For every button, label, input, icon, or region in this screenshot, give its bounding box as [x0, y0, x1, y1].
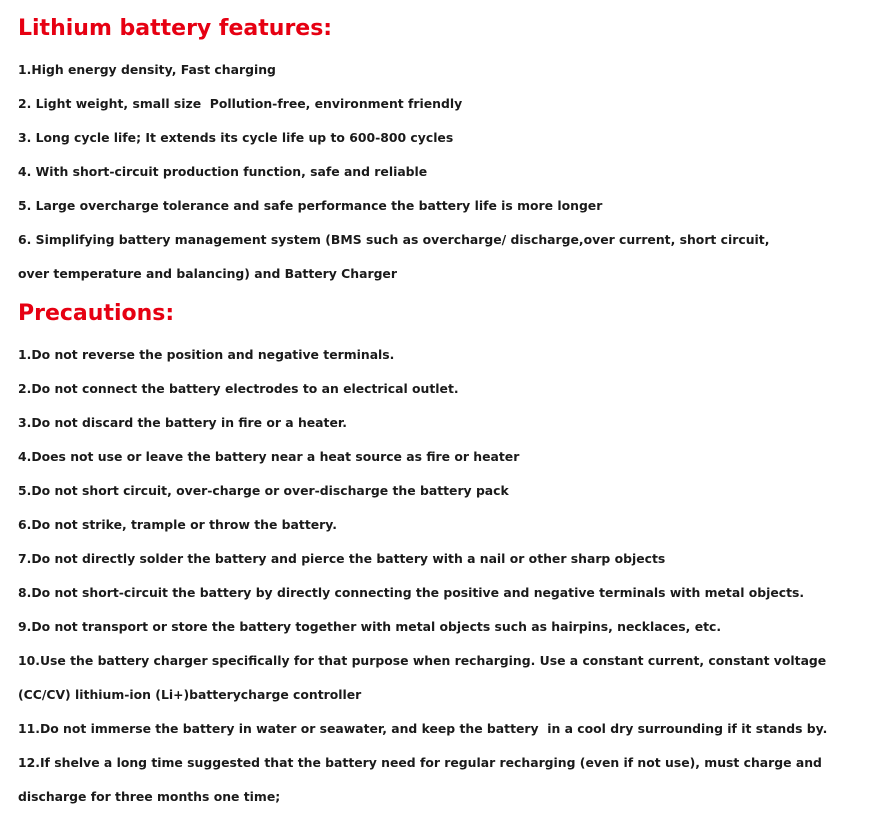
precaution-line-12: 12.If shelve a long time suggested that the battery need for regular recharging (even if not use), must charge and: [18, 755, 822, 770]
feature-line-1: 1.High energy density, Fast charging: [18, 62, 276, 77]
feature-line-2: 2. Light weight, small size Pollution-free, environment friendly: [18, 96, 463, 111]
features-heading: Lithium battery features:: [18, 16, 333, 41]
feature-line-4: 4. With short-circuit production function, safe and reliable: [18, 164, 428, 179]
precaution-line-4: 4.Does not use or leave the battery near a heat source as fire or heater: [18, 449, 520, 464]
precaution-line-10: 10.Use the battery charger specifically for that purpose when recharging. Use a constant current, constant voltage: [18, 653, 827, 668]
precaution-line-6: 6.Do not strike, trample or throw the battery.: [18, 517, 337, 532]
feature-line-5: 5. Large overcharge tolerance and safe performance the battery life is more longer: [18, 198, 603, 213]
precautions-heading: Precautions:: [18, 301, 175, 326]
precaution-line-2: 2.Do not connect the battery electrodes to an electrical outlet.: [18, 381, 459, 396]
precaution-line-3: 3.Do not discard the battery in fire or a heater.: [18, 415, 347, 430]
feature-line-3: 3. Long cycle life; It extends its cycle life up to 600-800 cycles: [18, 130, 454, 145]
feature-line-6: 6. Simplifying battery management system (BMS such as overcharge/ discharge,over current, short circuit,: [18, 232, 770, 247]
precaution-line-8: 8.Do not short-circuit the battery by directly connecting the positive and negative terminals with metal objects.: [18, 585, 805, 600]
precaution-line-11: 11.Do not immerse the battery in water or seawater, and keep the battery in a cool dry surrounding if it stands by.: [18, 721, 828, 736]
feature-line-6-continued: over temperature and balancing) and Battery Charger: [18, 266, 397, 281]
precaution-line-7: 7.Do not directly solder the battery and pierce the battery with a nail or other sharp objects: [18, 551, 666, 566]
precaution-line-5: 5.Do not short circuit, over-charge or over-discharge the battery pack: [18, 483, 509, 498]
precaution-line-10-continued: (CC/CV) lithium-ion (Li+)batterycharge controller: [18, 687, 362, 702]
precaution-line-1: 1.Do not reverse the position and negative terminals.: [18, 347, 395, 362]
precaution-line-12-continued: discharge for three months one time;: [18, 789, 281, 804]
precaution-line-9: 9.Do not transport or store the battery together with metal objects such as hairpins, necklaces, etc.: [18, 619, 722, 634]
